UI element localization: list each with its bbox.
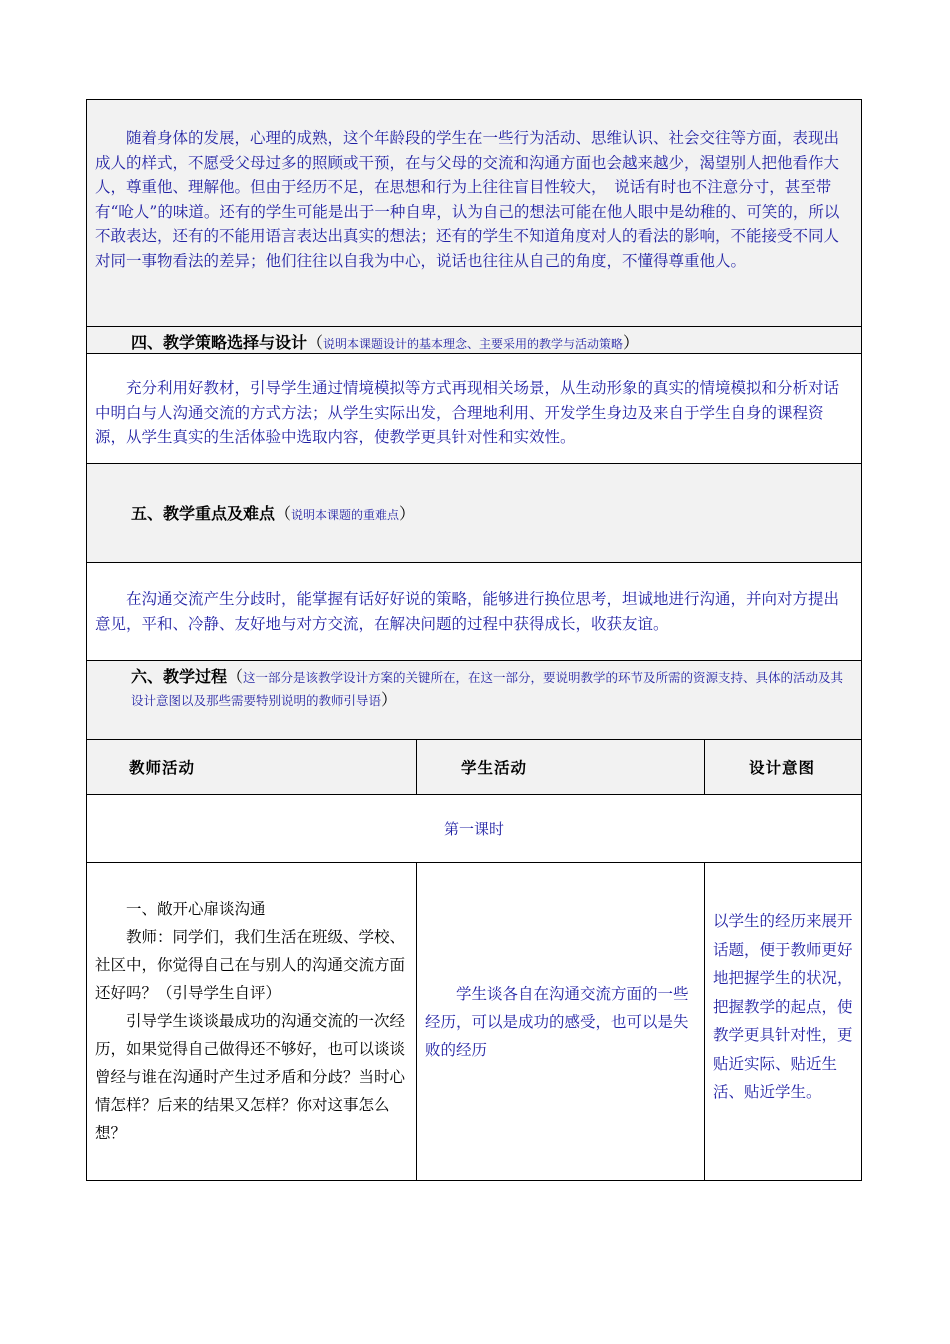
key-points-heading: 五、教学重点及难点	[131, 504, 276, 523]
activity-row	[86, 863, 862, 1181]
header-student-activity: 学生活动	[417, 740, 705, 794]
teacher-activity-line2: 引导学生谈谈最成功的沟通交流的一次经历，如果觉得自己做得还不够好，也可以谈谈曾经与谁在沟通时产生过矛盾和分歧？当时心情怎样？后来的结果又怎样？你对这事怎么想？	[95, 1012, 406, 1142]
design-intent-text: 以学生的经历来展开话题，便于教师更好地把握学生的状况，把握教学的起点，使教学更具针对性，更贴近实际、贴近生活、贴近学生。	[713, 912, 853, 1101]
student-activity-cell	[417, 863, 705, 1180]
teacher-activity-cell	[87, 863, 417, 1180]
student-activity-text: 学生谈各自在沟通交流方面的一些经历，可以是成功的感受，也可以是失败的经历	[425, 985, 689, 1059]
header-teacher-activity: 教师活动	[87, 740, 417, 794]
strategy-heading: 四、教学策略选择与设计	[131, 333, 308, 352]
process-note: 这一部分是该教学设计方案的关键所在，在这一部分，要说明教学的环节及所需的资源支持、具体的活动及其设计意图以及那些需要特别说明的教师引导语	[131, 670, 844, 708]
key-points-text: 在沟通交流产生分歧时，能掌握有话好好说的策略，能够进行换位思考，坦诚地进行沟通，并向对方提出意见，平和、冷静、友好地与对方交流，在解决问题的过程中获得成长，收获友谊。	[95, 590, 840, 633]
strategy-note: 说明本课题设计的基本理念、主要采用的教学与活动策略	[323, 337, 624, 351]
strategy-text: 充分利用好教材，引导学生通过情境模拟等方式再现相关场景，从生动形象的真实的情境模拟和分析对话中明白与人沟通交流的方式方法；从学生实际出发，合理地利用、开发学生身边及来自于学生自身的课程资源，从学生真实的生活体验中选取内容，使教学更具针对性和实效性。	[95, 379, 840, 446]
lesson-label: 第一课时	[443, 820, 504, 838]
key-points-note: 说明本课题的重难点	[291, 508, 400, 522]
strategy-heading-row: 四、教学策略选择与设计（说明本课题设计的基本理念、主要采用的教学与活动策略）	[86, 327, 862, 354]
strategy-content-row	[86, 354, 862, 464]
lesson-plan-table	[86, 99, 862, 1181]
teacher-activity-line1: 教师：同学们，我们生活在班级、学校、社区中，你觉得自己在与别人的沟通交流方面还好吗？（引导学生自评）	[95, 928, 406, 1002]
student-analysis-text: 随着身体的发展，心理的成熟，这个年龄段的学生在一些行为活动、思维认识、社会交往等方面，表现出成人的样式，不愿受父母过多的照顾或干预，在与父母的交流和沟通方面也会越来越少，渴望别人把他看作大人，尊重他、理解他。但由于经历不足，在思想和行为上往往盲目性较大， 说话有时也不注意分寸，甚至带有“呛人”的味道。还有的学生可能是出于一种自卑，认为自己的想法可能在他人眼中是幼稚的、可笑的，所以不敢表达，还有的不能用语言表达出真实的想法；还有的学生不知道角度对人的看法的影响，不能接受不同人对同一事物看法的差异；他们往往以自我为中心，说话也往往从自己的角度，不懂得尊重他人。	[95, 129, 840, 270]
table-header-row	[86, 740, 862, 795]
process-heading: 六、教学过程	[131, 667, 228, 686]
teacher-activity-title: 一、敞开心扉谈沟通	[126, 900, 266, 918]
key-points-heading-row: 五、教学重点及难点（说明本课题的重难点）	[86, 464, 862, 563]
design-intent-cell	[705, 863, 861, 1180]
student-analysis-section	[86, 100, 862, 327]
header-design-intent: 设计意图	[749, 758, 816, 777]
process-heading-row: 六、教学过程（这一部分是该教学设计方案的关键所在，在这一部分，要说明教学的环节及所需的资源支持、具体的活动及其设计意图以及那些需要特别说明的教师引导语）	[86, 661, 862, 740]
lesson-label-row	[86, 795, 862, 863]
key-points-content-row	[86, 563, 862, 661]
